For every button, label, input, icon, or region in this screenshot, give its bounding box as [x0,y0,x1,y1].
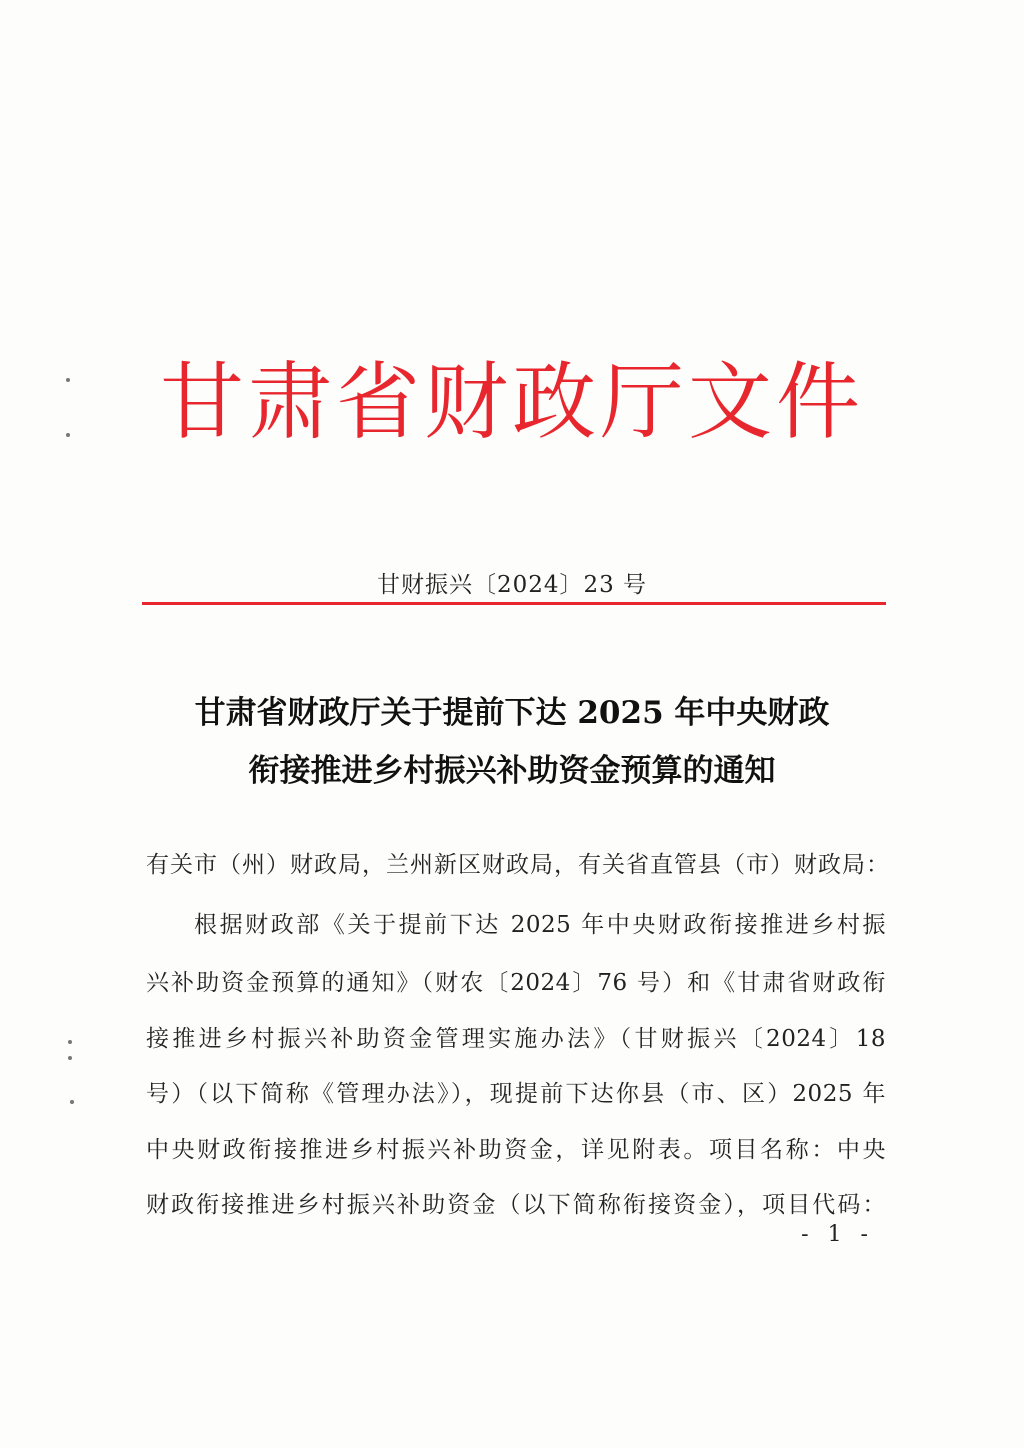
body-line: 接推进乡村振兴补助资金管理实施办法》（甘财振兴〔2024〕18 [146,1026,886,1052]
body-line: 兴补助资金预算的通知》（财农〔2024〕76 号）和《甘肃省财政衔 [146,970,886,996]
document-number: 甘财振兴〔2024〕23 号 [376,572,648,598]
title-line: 衔接推进乡村振兴补助资金预算的通知 [248,753,776,789]
document-title [0,684,1024,800]
body-line: 中央财政衔接推进乡村振兴补助资金，详见附表。项目名称：中央 [146,1137,886,1163]
scan-mark [70,1100,74,1104]
masthead-divider [142,602,886,605]
document-masthead: 甘肃省财政厅文件 [159,353,864,451]
scan-mark [68,1056,72,1060]
body-line: 根据财政部《关于提前下达 2025 年中央财政衔接推进乡村振 [194,912,886,938]
title-line: 甘肃省财政厅关于提前下达 2025 年中央财政 [194,695,830,731]
addressee-line: 有关市（州）财政局，兰州新区财政局，有关省直管县（市）财政局： [146,852,890,878]
page-number: - 1 - [801,1222,874,1247]
body-line: 号）（以下简称《管理办法》），现提前下达你县（市、区）2025 年 [146,1081,886,1107]
body-line: 财政衔接推进乡村振兴补助资金（以下简称衔接资金），项目代码： [146,1192,886,1218]
scan-mark [68,1040,72,1044]
